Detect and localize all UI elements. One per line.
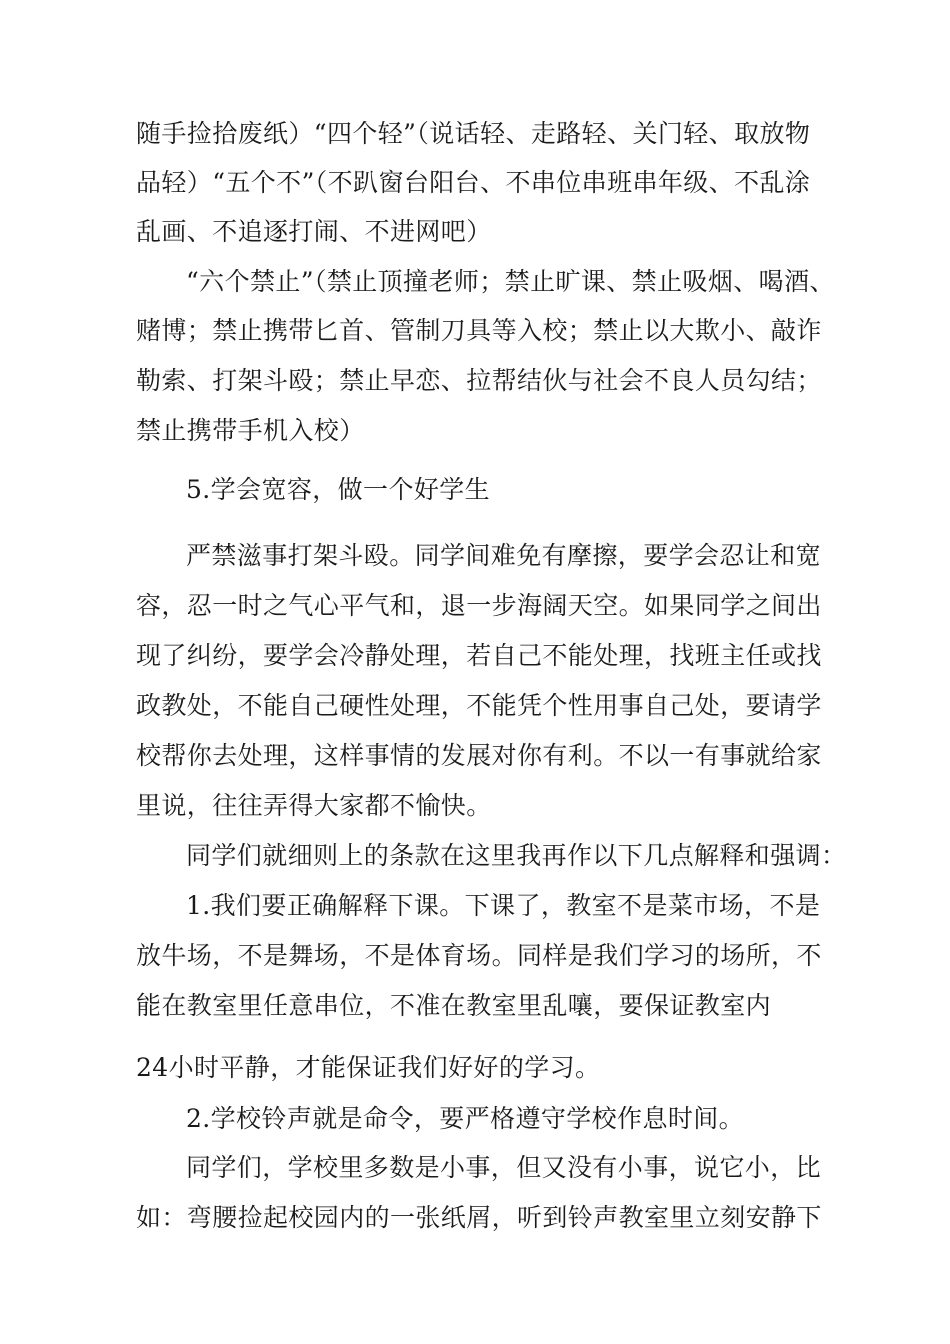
text-line: 同学们，学校里多数是小事，但又没有小事，说它小，比 (186, 1153, 822, 1182)
text-line: 如：弯腰捡起校园内的一张纸屑，听到铃声教室里立刻安静下 (136, 1203, 822, 1232)
text-line: 放牛场，不是舞场，不是体育场。同样是我们学习的场所，不 (136, 941, 822, 970)
text-line: 赌博；禁止携带匕首、管制刀具等入校；禁止以大欺小、敲诈 (136, 316, 822, 345)
text-line: 政教处，不能自己硬性处理，不能凭个性用事自己处，要请学 (136, 691, 822, 720)
text-line: 勒索、打架斗殴；禁止早恋、拉帮结伙与社会不良人员勾结； (136, 366, 822, 395)
text-line: 严禁滋事打架斗殴。同学间难免有摩擦，要学会忍让和宽 (186, 541, 822, 570)
numbered-item: 1.我们要正确解释下课。下课了，教室不是菜市场，不是 (186, 891, 821, 920)
text-line: 24小时平静，才能保证我们好好的学习。 (136, 1053, 601, 1082)
section-heading: 5.学会宽容，做一个好学生 (186, 475, 491, 504)
text-line: 能在教室里任意串位，不准在教室里乱嚷，要保证教室内 (136, 991, 772, 1020)
text-line: 现了纠纷，要学会冷静处理，若自己不能处理，找班主任或找 (136, 641, 822, 670)
numbered-item: 2.学校铃声就是命令，要严格遵守学校作息时间。 (186, 1104, 745, 1133)
text-line: 随手捡拾废纸）“四个轻”（说话轻、走路轻、关门轻、取放物 (136, 119, 811, 148)
text-line: “六个禁止”（禁止顶撞老师；禁止旷课、禁止吸烟、喝酒、 (186, 267, 835, 296)
text-line: 校帮你去处理，这样事情的发展对你有利。不以一有事就给家 (136, 741, 822, 770)
text-line: 禁止携带手机入校） (136, 416, 365, 445)
text-line: 品轻）“五个不”（不趴窗台阳台、不串位串班串年级、不乱涂 (136, 168, 811, 197)
text-line: 里说，往往弄得大家都不愉快。 (136, 791, 492, 820)
text-line: 同学们就细则上的条款在这里我再作以下几点解释和强调： (186, 841, 847, 870)
text-line: 乱画、不追逐打闹、不进网吧） (136, 217, 492, 246)
text-line: 容，忍一时之气心平气和，退一步海阔天空。如果同学之间出 (136, 591, 822, 620)
